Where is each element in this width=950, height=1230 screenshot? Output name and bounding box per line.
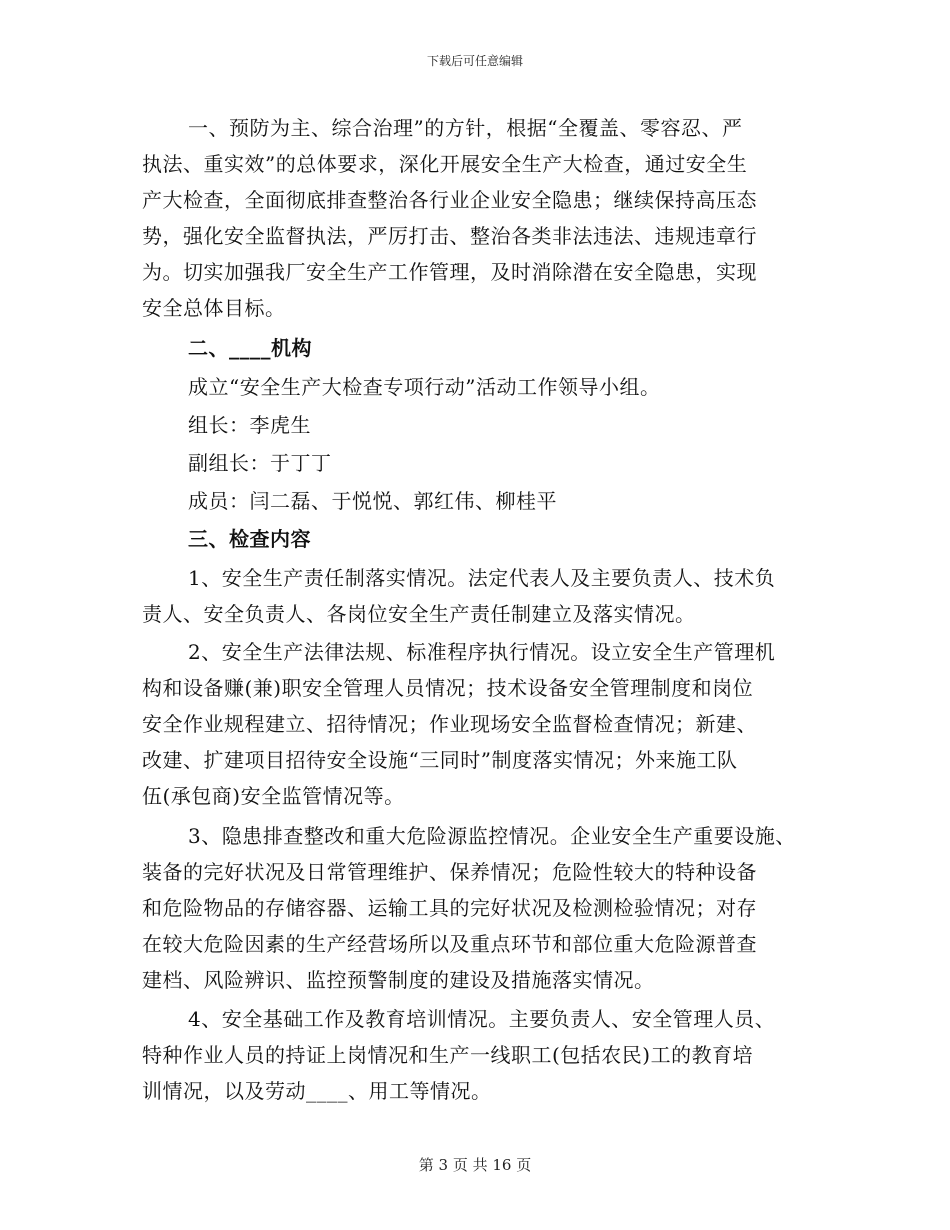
section-heading-organization: 二、____机构 bbox=[188, 336, 312, 360]
paragraph-line: 伍(承包商)安全监管情况等。 bbox=[142, 784, 405, 808]
paragraph-line: 特种作业人员的持证上岗情况和生产一线职工(包括农民)工的教育培 bbox=[142, 1043, 754, 1067]
paragraph-line: 和危险物品的存储容器、运输工具的完好状况及检测检验情况；对存 bbox=[142, 896, 757, 920]
team-leader-line: 组长：李虎生 bbox=[188, 413, 311, 437]
paragraph-line: 训情况，以及劳动____、用工等情况。 bbox=[142, 1079, 492, 1103]
paragraph-line: 建档、风险辨识、监控预警制度的建设及措施落实情况。 bbox=[142, 968, 655, 992]
paragraph-line: 势，强化安全监督执法，严厉打击、整治各类非法违法、违规违章行 bbox=[142, 224, 757, 248]
paragraph-line: 改建、扩建项目招待安全设施“三同时”制度落实情况；外来施工队 bbox=[142, 748, 738, 772]
paragraph-line: 在较大危险因素的生产经营场所以及重点环节和部位重大危险源普查 bbox=[142, 932, 757, 956]
paragraph-line: 4、安全基础工作及教育培训情况。主要负责人、安全管理人员、 bbox=[188, 1007, 776, 1031]
paragraph-line: 执法、重实效”的总体要求，深化开展安全生产大检查，通过安全生 bbox=[142, 152, 748, 176]
paragraph-line: 安全作业规程建立、招待情况；作业现场安全监督检查情况；新建、 bbox=[142, 712, 757, 736]
members-line: 成员：闫二磊、于悦悦、郭红伟、柳桂平 bbox=[188, 489, 557, 513]
paragraph-line: 1、安全生产责任制落实情况。法定代表人及主要负责人、技术负 bbox=[188, 566, 776, 590]
paragraph-line: 2、安全生产法律法规、标准程序执行情况。设立安全生产管理机 bbox=[188, 640, 776, 664]
paragraph-line: 装备的完好状况及日常管理维护、保养情况；危险性较大的特种设备 bbox=[142, 860, 757, 884]
page-footer: 第 3 页 共 16 页 bbox=[418, 1156, 532, 1174]
paragraph-line: 成立“安全生产大检查专项行动”活动工作领导小组。 bbox=[188, 375, 661, 399]
paragraph-line: 构和设备赚(兼)职安全管理人员情况；技术设备安全管理制度和岗位 bbox=[142, 676, 754, 700]
paragraph-line: 3、隐患排查整改和重大危险源监控情况。企业安全生产重要设施、 bbox=[188, 824, 796, 848]
paragraph-line: 安全总体目标。 bbox=[142, 296, 286, 320]
paragraph-line: 产大检查，全面彻底排查整治各行业企业安全隐患；继续保持高压态 bbox=[142, 188, 757, 212]
deputy-leader-line: 副组长：于丁丁 bbox=[188, 451, 332, 475]
paragraph-line: 为。切实加强我厂安全生产工作管理，及时消除潜在安全隐患，实现 bbox=[142, 260, 757, 284]
paragraph-line: 一、预防为主、综合治理”的方针，根据“全覆盖、零容忍、严 bbox=[188, 116, 743, 140]
paragraph-line: 责人、安全负责人、各岗位安全生产责任制建立及落实情况。 bbox=[142, 602, 696, 626]
section-heading-inspection: 三、检查内容 bbox=[188, 527, 311, 551]
page-header: 下载后可任意编辑 bbox=[426, 54, 523, 68]
